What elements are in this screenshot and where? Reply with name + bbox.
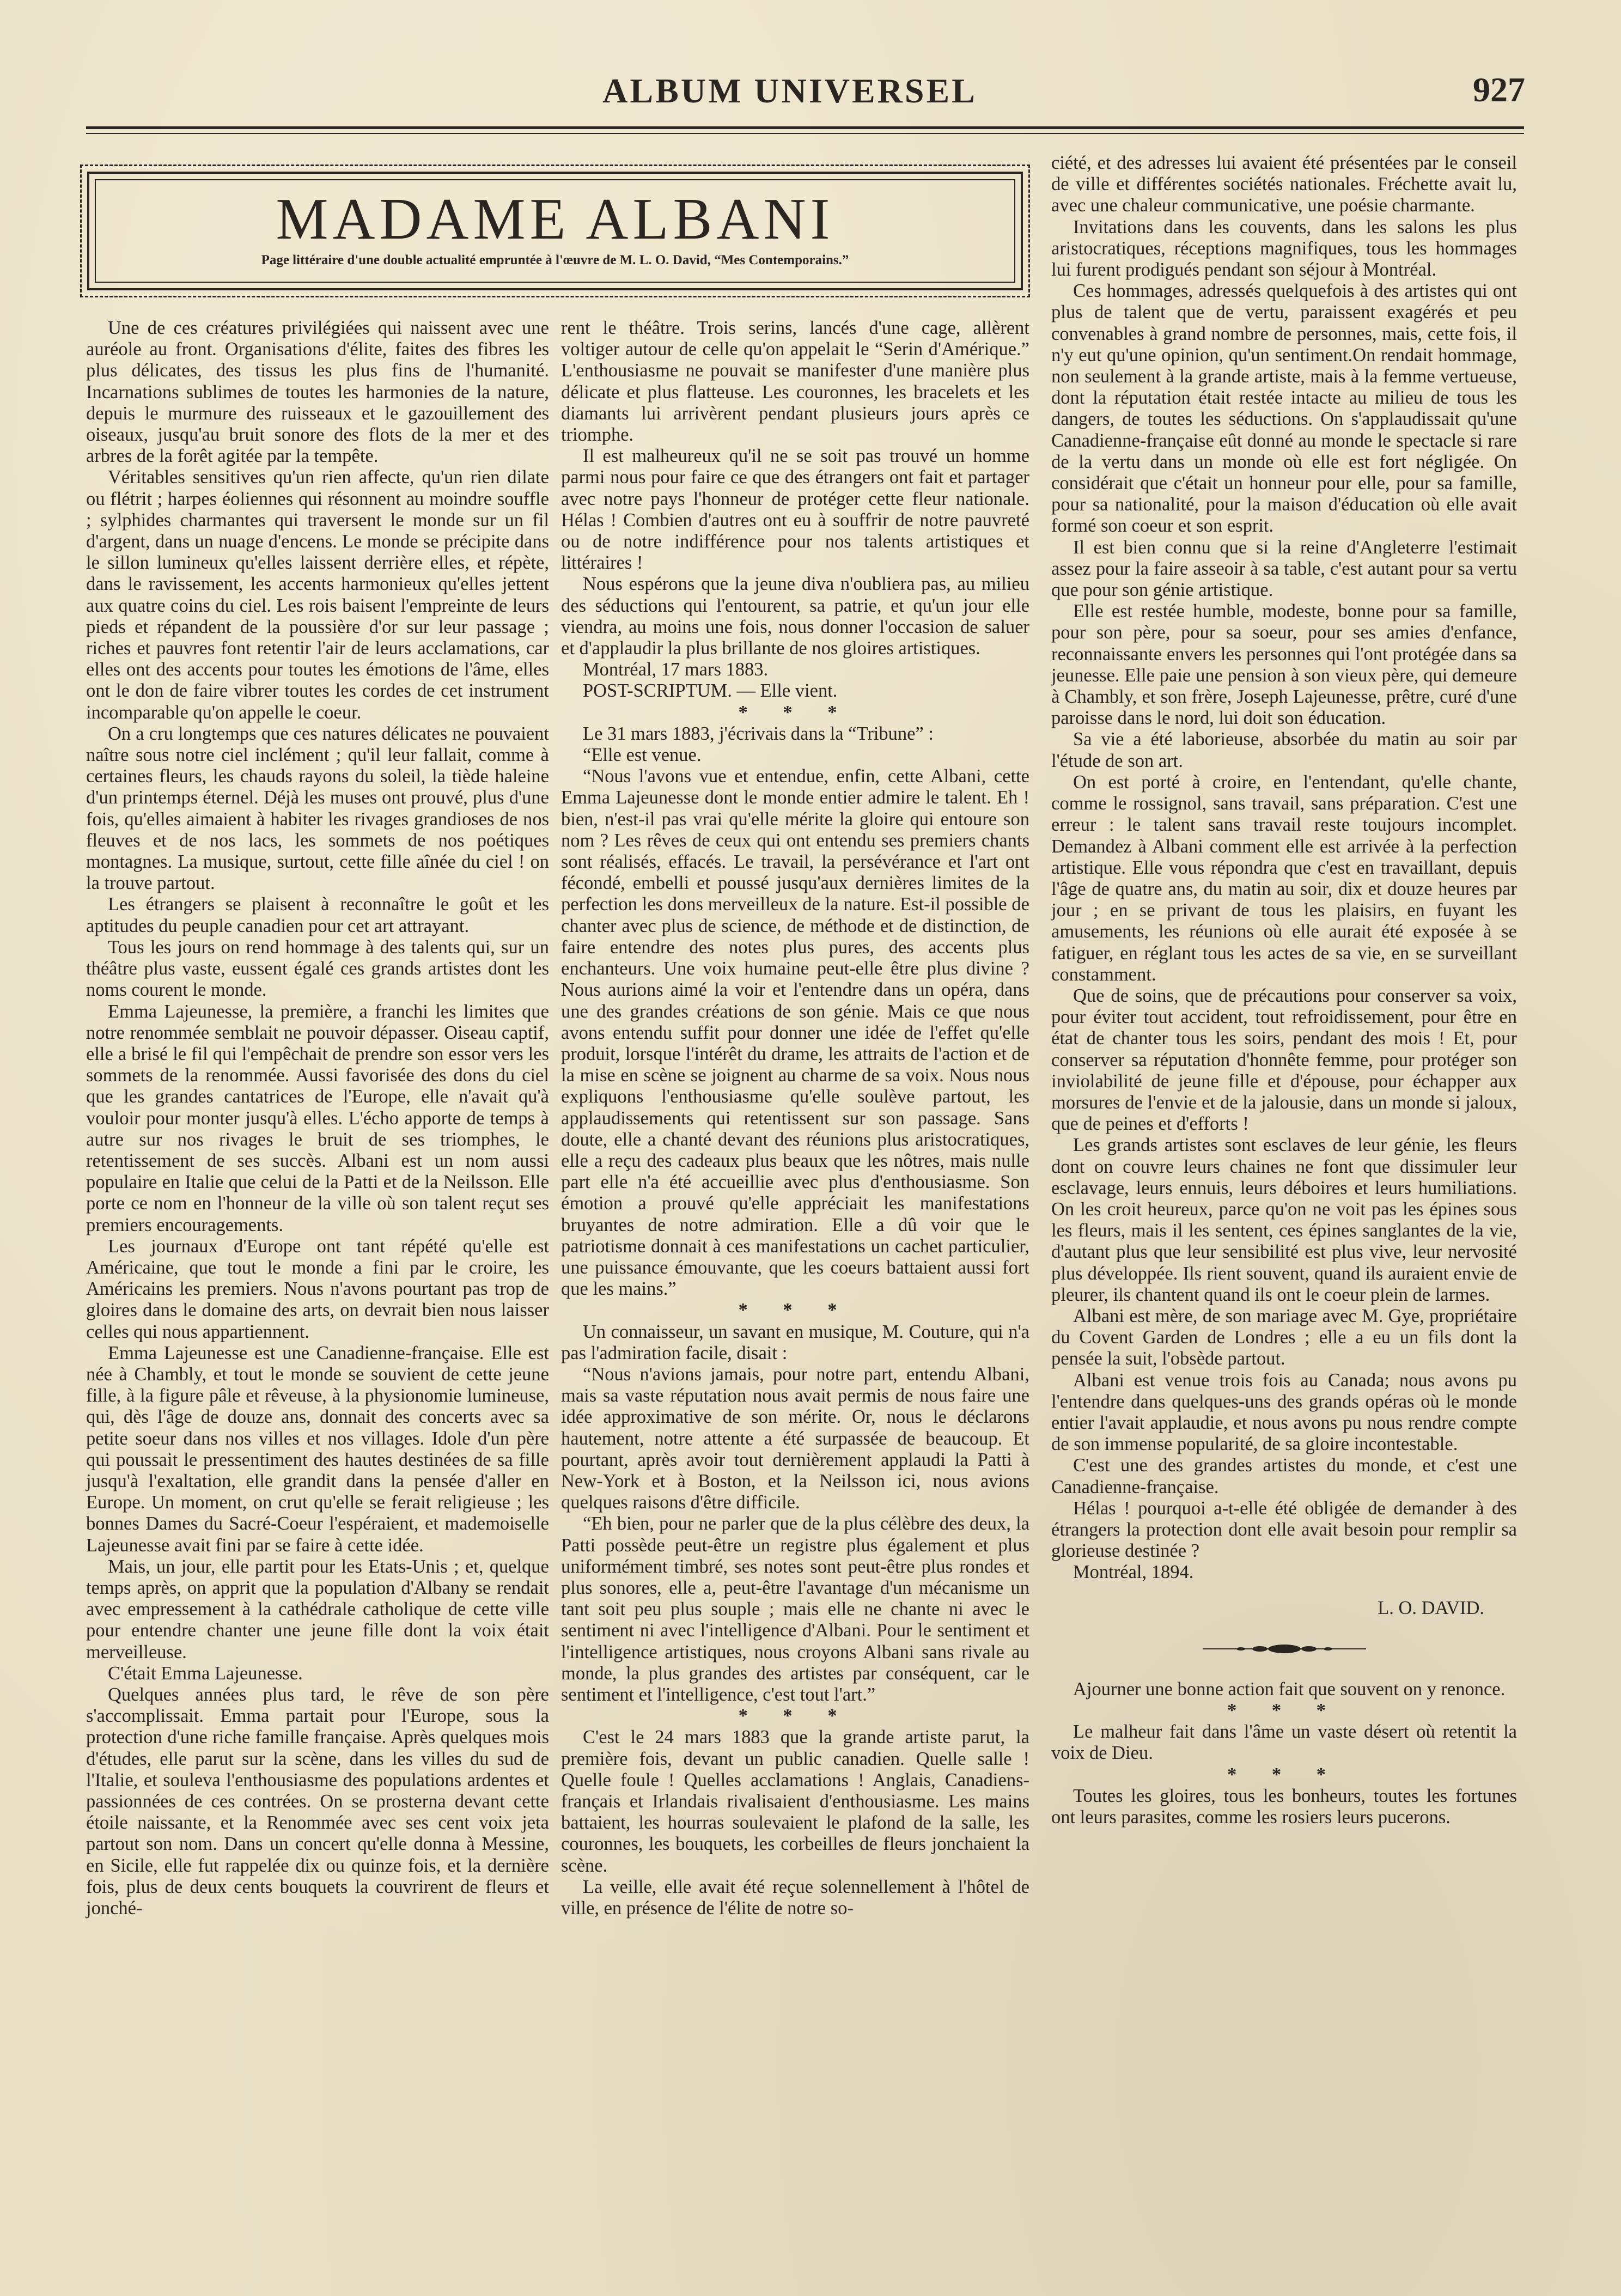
paragraph: Sa vie a été laborieuse, absorbée du matin au soir par l'étude de son art.: [1051, 729, 1517, 771]
column-3: [1051, 153, 1517, 1828]
running-title: ALBUM UNIVERSEL: [602, 71, 977, 110]
header-rule: [86, 133, 1524, 134]
paragraph: Hélas ! pourquoi a-t-elle été obligée de demander à des étrangers la protection dont elle avait besoin pour remplir sa glorieuse destinée ?: [1051, 1497, 1517, 1562]
article-title: MADAME ALBANI: [276, 187, 834, 252]
paragraph: Les grands artistes sont esclaves de leur génie, les fleurs dont on couvre leurs chaines ne font que dissimuler leur esclavage, leurs ennuis, leurs déboires et leurs humiliations. On les croit heureux, parce qu'on ne voit pas les épines sous les fleurs, mais il les sentent, ces épines sanglantes de la vie, d'autant plus que leur sensibilité est plus vive, leur nervosité plus développée. Ils rient souvent, quand ils auraient envie de pleurer, ils chantent quand ils ont le coeur plein de larmes.: [1051, 1135, 1517, 1305]
paragraph: C'était Emma Lajeunesse.: [108, 1662, 303, 1684]
dateline: Montréal, 17 mars 1883.: [583, 659, 769, 680]
section-separator: * * *: [738, 1300, 852, 1321]
paragraph: Il est bien connu que si la reine d'Angleterre l'estimait assez pour la faire asseoir à sa table, c'est autant pour sa vertu que pour son génie artistique.: [1051, 537, 1517, 601]
paragraph: Que de soins, que de précautions pour conserver sa voix, pour éviter tout accident, tout refroidissement, pour être en état de chanter tous les soirs, pendant des mois ! Et, pour conserver sa réputation d'honnête femme, pour protéger son inviolabilité de jeune fille et d'épouse, pour échapper aux morsures de l'envie et de la jalousie, dans un monde si jaloux, que de peines et d'efforts !: [1051, 985, 1517, 1135]
dateline: Montréal, 1894.: [1073, 1562, 1194, 1583]
article-subtitle: Page littéraire d'une double actualité empruntée à l'œuvre de M. L. O. David, “Mes Contemporains.”: [261, 253, 849, 267]
paragraph: “Elle est venue.: [583, 745, 702, 766]
section-separator: * * *: [1227, 1700, 1341, 1721]
paragraph: Emma Lajeunesse, la première, a franchi les limites que notre renommée semblait ne pouvoir dépasser. Oiseau captif, elle a brisé le fil qui l'empêchait de prendre son essor vers les sommets de la renommée. Aussi favorisée des dons du ciel que les grandes cantatrices de l'Europe, elle n'avait qu'à vouloir pour monter jusqu'à elles. L'écho apporte de temps à autre sur nos rivages le bruit de ses triomphes, le retentissement de ses succès. Albani est un nom aussi populaire en Italie que celui de la Patti et de la Neilsson. Elle porte ce nom en l'honneur de la ville où son talent reçut ses premiers encouragements.: [86, 1001, 549, 1235]
paragraph: Le 31 mars 1883, j'écrivais dans la “Tribune” :: [583, 723, 934, 744]
paragraph: Il est malheureux qu'il ne se soit pas trouvé un homme parmi nous pour faire ce que des étrangers ont fait et partager avec notre pays l'honneur de protéger cette fleur nationale. Hélas ! Combien d'autres ont eu à souffrir de notre pauvreté ou de notre indifférence pour nos talents artistiques et littéraires !: [561, 446, 1029, 574]
paragraph: Invitations dans les couvents, dans les salons les plus aristocratiques, réceptions magnifiques, tous les hommages lui furent prodigués pendant son séjour à Montréal.: [1051, 216, 1517, 281]
paragraph: Les journaux d'Europe ont tant répété qu'elle est Américaine, que tout le monde a fini par le croire, les Américains les premiers. Nous n'avons pourtant pas trop de gloires dans le domaine des arts, on devrait bien nous laisser celles qui nous appartiennent.: [86, 1235, 549, 1342]
paragraph: Les étrangers se plaisent à reconnaître le goût et les aptitudes du peuple canadien pour cet art attrayant.: [86, 894, 549, 936]
paragraph: C'est le 24 mars 1883 que la grande artiste parut, la première fois, devant un public canadien. Quelle salle ! Quelle foule ! Quelles acclamations ! Anglais, Canadiens-français et Irlandais rivalisaient d'enthousiasme. Les mains battaient, les hourras soulevaient le plafond de la salle, les couronnes, les bouquets, les corbeilles de fleurs jonchaient la scène.: [561, 1727, 1029, 1876]
maxim: Le malheur fait dans l'âme un vaste désert où retentit la voix de Dieu.: [1051, 1721, 1517, 1764]
paragraph: On a cru longtemps que ces natures délicates ne pouvaient naître sous notre ciel inclément ; qu'il leur fallait, comme à certaines fleurs, les chauds rayons du soleil, la tiède haleine d'un printemps éternel. Déjà les muses ont prouvé, plus d'une fois, qu'elles aimaient à habiter les rivages grandioses de nos fleuves et de nos lacs, les sommets de nos poétiques montagnes. La musique, surtout, cette fille aînée du ciel ! on la trouve partout.: [86, 723, 549, 894]
paragraph: Ces hommages, adressés quelquefois à des artistes qui ont plus de talent que de vertu, paraissent exagérés et peu convenables à grand nombre de personnes, mais, cette fois, il n'y eut qu'une opinion, qu'un sentiment.On rendait hommage, non seulement à la grande artiste, mais à la femme vertueuse, dont la réputation était restée intacte au milieu de tous les dangers, de toutes les séductions. On s'applaudissait qu'une Canadienne-française eût donné au monde le spectacle si rare de la vertu dans un monde où elle est fort négligée. On considérait que c'était un honneur pour elle, pour sa famille, pour sa nationalité, pour la maison d'éducation où elle avait formé son coeur et son esprit.: [1051, 281, 1517, 537]
paragraph: C'est une des grandes artistes du monde, et c'est une Canadienne-française.: [1051, 1455, 1517, 1497]
paragraph: Albani est mère, de son mariage avec M. Gye, propriétaire du Covent Garden de Londres ; elle a eu un fils dont la pensée la suit, l'obsède partout.: [1051, 1305, 1517, 1369]
maxim: Toutes les gloires, tous les bonheurs, toutes les fortunes ont leurs parasites, comme les rosiers leurs pucerons.: [1051, 1785, 1517, 1828]
paragraph: La veille, elle avait été reçue solennellement à l'hôtel de ville, en présence de l'élite de notre so-: [561, 1876, 1029, 1919]
postscript: POST-SCRIPTUM. — Elle vient.: [583, 680, 838, 702]
title-box: [87, 172, 1023, 290]
author-signature: L. O. DAVID.: [1378, 1597, 1484, 1618]
paragraph: “Nous n'avions jamais, pour notre part, entendu Albani, mais sa vaste réputation nous avait permis de nous faire une idée approximative de son mérite. Or, nous le déclarons hautement, notre attente a été surpassée de beaucoup. Et pourtant, après avoir tout dernièrement applaudi la Patti à New-York et à Boston, et la Neilsson ici, nous avions quelques raisons d'être difficile.: [561, 1363, 1029, 1513]
paragraph: “Eh bien, pour ne parler que de la plus célèbre des deux, la Patti possède peut-être un registre plus également et plus uniformément timbré, ses notes sont peut-être plus rondes et plus sonores, elle a, peut-être l'avantage d'un mécanisme un tant soit peu plus souple ; mais elle ne chante ni avec le sentiment ni avec l'intelligence d'Albani. Pour le sentiment et l'intelligence artistiques, nous croyons Albani sans rivale au monde, la plus grandes des artistes par conséquent, car le sentiment et l'intelligence, c'est tout l'art.”: [561, 1513, 1029, 1705]
section-separator: * * *: [738, 1706, 852, 1727]
column-2: [561, 318, 1029, 1919]
paragraph: On est porté à croire, en l'entendant, qu'elle chante, comme le rossignol, sans travail, sans préparation. C'est une erreur : le talent sans travail reste toujours incomplet. Demandez à Albani comment elle est arrivée à la perfection artistique. Elle vous répondra que c'est en travaillant, depuis l'âge de quatre ans, du matin au soir, dix et douze heures par jour ; en se privant de tous les plaisirs, en fuyant les amusements, les réunions où elle aurait été exposée à se fatiguer, en réglant tous les actes de sa vie, en se surveillant constamment.: [1051, 771, 1517, 985]
paragraph: Un connaisseur, un savant en musique, M. Couture, qui n'a pas l'admiration facile, disait :: [561, 1321, 1029, 1363]
paragraph: rent le théâtre. Trois serins, lancés d'une cage, allèrent voltiger autour de celle qu'on appelait le “Serin d'Amérique.” L'enthousiasme ne pouvait se manifester d'une manière plus délicate et plus flatteuse. Les couronnes, les bracelets et les diamants lui arrivèrent pendant plusieurs jours après ce triomphe.: [561, 318, 1029, 446]
column-1: [86, 318, 549, 1919]
paragraph: Mais, un jour, elle partit pour les Etats-Unis ; et, quelque temps après, on apprit que la population d'Albany se rendait avec empressement à la cathédrale catholique de cette ville pour entendre chanter une jeune fille dont la voix était merveilleuse.: [86, 1556, 549, 1662]
paragraph: “Nous l'avons vue et entendue, enfin, cette Albani, cette Emma Lajeunesse dont le monde entier admire le talent. Eh ! bien, n'est-il pas vrai qu'elle mérite la gloire qui entoure son nom ? Les rêves de ceux qui ont entendu ses premiers chants sont réalisés, effacés. Le travail, la persévérance et l'art ont fécondé, embelli et poussé jusqu'aux dernières limites de la perfection les dons merveilleux de la nature. Est-il possible de chanter avec plus de science, de méthode et de distinction, de faire entendre des notes plus pures, des accents plus enchanteurs. Une voix humaine peut-elle être plus divine ? Nous aurions aimé la voir et l'entendre dans un opéra, dans une des grandes créations de son génie. Mais ce que nous avons entendu suffit pour donner une idée de l'effet qu'elle produit, lorsque l'intérêt du drame, les attraits de l'action et de la mise en scène se joignent au charme de sa voix. Nous nous expliquons l'enthousiasme qu'elle soulève partout, les applaudissements qui retentissent sur son passage. Sans doute, elle a chanté devant des réunions plus aristocratiques, elle a reçu des cadeaux plus beaux que les nôtres, mais nulle part elle n'a été accueillie avec plus d'enthousiasme. Son émotion a prouvé qu'elle appréciait les manifestations bruyantes de notre admiration. Elle a dû voir que le patriotisme donnait à ces manifestations un cachet particulier, une puissance émouvante, que les coeurs battaient aussi fort que les mains.”: [561, 766, 1029, 1300]
paragraph: Tous les jours on rend hommage à des talents qui, sur un théâtre plus vaste, eussent égalé ces grands artistes dont les noms courent le monde.: [86, 936, 549, 1001]
ornamental-divider: [1203, 1641, 1366, 1657]
header-rule: [86, 126, 1524, 129]
paragraph: Véritables sensitives qu'un rien affecte, qu'un rien dilate ou flétrit ; harpes éoliennes qui résonnent au moindre souffle ; sylphides charmantes qui traversent le monde sur un fil d'argent, dans un nuage d'encens. Le monde se précipite dans le sillon lumineux qu'elles laissent derrière elles, et répète, dans le ravissement, les accents harmonieux qu'elles jettent aux quatre coins du ciel. Les rois baisent l'empreinte de leurs pieds et répandent de la poussière d'or sur leur passage ; riches et pauvres font retentir l'air de leurs acclamations, car elles ont des accents pour toutes les émotions de l'âme, elles ont le don de faire vibrer toutes les cordes de cet instrument incomparable qu'on appelle le coeur.: [86, 467, 549, 723]
maxim: Ajourner une bonne action fait que souvent on y renonce.: [1073, 1678, 1506, 1700]
paragraph: Quelques années plus tard, le rêve de son père s'accomplissait. Emma partait pour l'Europe, sous la protection d'une riche famille française. Après quelques mois d'études, elle parut sur la scène, dans les villes du sud de l'Italie, et souleva l'enthousiasme des populations ardentes et passionnées de ces contrées. On se prosterna devant cette étoile naissante, et la Renommée avec ses cent voix jeta partout son nom. Dans un concert qu'elle donna à Messine, en Sicile, elle fut rappelée dix ou quinze fois, et la dernière fois, plus de deux cents bouquets la couvrirent de fleurs et jonché-: [86, 1684, 549, 1919]
paragraph: ciété, et des adresses lui avaient été présentées par le conseil de ville et différentes sociétés nationales. Fréchette avait lu, avec une chaleur communicative, une poésie charmante.: [1051, 153, 1517, 216]
paragraph: Albani est venue trois fois au Canada; nous avons pu l'entendre dans quelques-uns des grands opéras où le monde entier l'avait applaudie, et nous avons pu nous rendre compte de son immense popularité, de sa gloire incontestable.: [1051, 1369, 1517, 1455]
section-separator: * * *: [738, 702, 852, 723]
paragraph: Nous espérons que la jeune diva n'oubliera pas, au milieu des séductions qui l'entourent, sa patrie, et qu'un jour elle viendra, au moins une fois, nous donner l'occasion de saluer et d'applaudir la plus brillante de nos gloires artistiques.: [561, 574, 1029, 659]
paragraph: Une de ces créatures privilégiées qui naissent avec une auréole au front. Organisations d'élite, faites des fibres les plus délicates, des tissus les plus fins de l'humanité. Incarnations sublimes de toutes les harmonies de la nature, depuis le murmure des ruisseaux et le gazouillement des oiseaux, jusqu'au bruit sonore des flots de la mer et des arbres de la forêt agitée par la tempête.: [86, 318, 549, 467]
page-number: 927: [1473, 70, 1525, 109]
paragraph: Elle est restée humble, modeste, bonne pour sa famille, pour son père, pour sa soeur, pour ses amies d'enfance, reconnaissante envers les personnes qui l'ont protégée dans sa jeunesse. Elle paie une pension à son vieux père, qui demeure à Chambly, et son frère, Joseph Lajeunesse, prêtre, curé d'une paroisse dans le nord, lui doit son éducation.: [1051, 601, 1517, 729]
section-separator: * * *: [1227, 1764, 1341, 1785]
paragraph: Emma Lajeunesse est une Canadienne-française. Elle est née à Chambly, et tout le monde se souvient de cette jeune fille, à la figure pâle et rêveuse, à la physionomie lumineuse, qui, dès l'âge de douze ans, donnait des concerts avec sa petite soeur dans nos villes et nos villages. Idole d'un père qui poussait le pressentiment des hautes destinées de sa fille jusqu'à l'exaltation, elle grandit dans la pensée d'aller en Europe. Un moment, on crut qu'elle se ferait religieuse ; les bonnes Dames du Sacré-Coeur l'espéraient, et mademoiselle Lajeunesse avait fini par se faire à cette idée.: [86, 1342, 549, 1556]
